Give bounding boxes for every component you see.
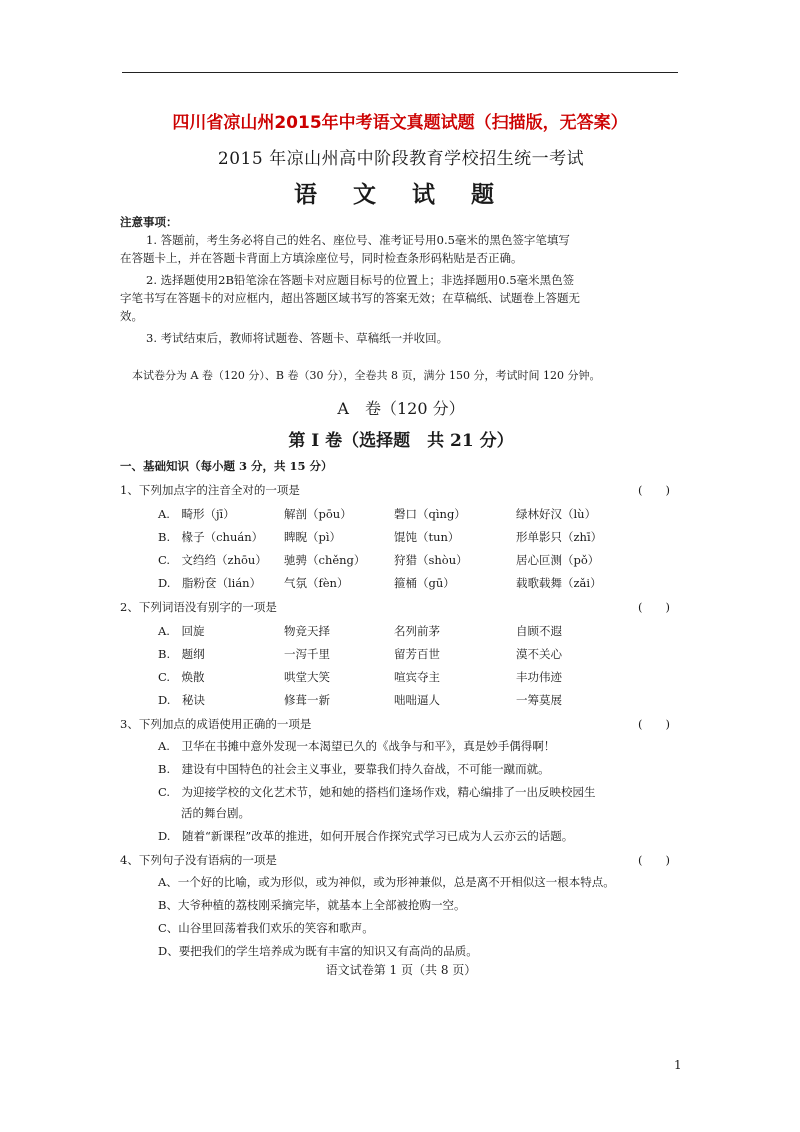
q1-option-b-3: 馄饨（tun） (394, 530, 460, 544)
q3-option-d: D. 随着“新课程”改革的推进，如何开展合作探究式学习已成为人云亦云的话题。 (158, 829, 574, 843)
q2-option-c-3: 喧宾夺主 (394, 670, 440, 684)
q1-option-b-4: 形单影只（zhī） (516, 530, 603, 544)
q2-option-a-1: A. 回旋 (158, 624, 205, 638)
exam-summary: 本试卷分为 A 卷（120 分）、B 卷（30 分），全卷共 8 页，满分 150 分，考试时间 120 分钟。 (132, 369, 601, 382)
question-1-stem: 1、下列加点字的注音全对的一项是 (120, 483, 300, 497)
q1-option-a-1: A. 畸形（jī） (158, 507, 235, 521)
q1-option-c-2: 驰骋（chěng） (284, 553, 366, 567)
answer-paren-1: ( ) (638, 483, 670, 497)
q2-option-b-2: 一泻千里 (284, 647, 330, 661)
scanned-exam-page (118, 142, 684, 982)
q1-option-b-1: B. 椽子（chuán） (158, 530, 264, 544)
q4-option-b: B、大爷种植的荔枝刚采摘完毕，就基本上全部被抢购一空。 (158, 898, 466, 912)
q2-option-a-4: 自顾不遐 (516, 624, 562, 638)
q1-option-c-4: 居心叵测（pǒ） (516, 553, 600, 567)
q4-option-a: A、一个好的比喻，或为形似，或为神似，或为形神兼似，总是离不开相似这一根本特点。 (158, 875, 615, 889)
notice-line: 字笔书写在答题卡的对应框内，超出答题区域书写的答案无效；在草稿纸、试题卷上答题无 (120, 291, 580, 305)
q1-option-c-3: 狩猎（shòu） (394, 553, 468, 567)
q1-option-c-1: C. 文绉绉（zhōu） (158, 553, 267, 567)
q3-option-b: B. 建设有中国特色的社会主义事业，要靠我们持久奋战，不可能一蹴而就。 (158, 762, 550, 776)
answer-paren-2: ( ) (638, 600, 670, 614)
question-3-stem: 3、下列加点的成语使用正确的一项是 (120, 717, 312, 731)
section-a-heading: A 卷（120 分） (337, 399, 465, 418)
q4-option-d: D、要把我们的学生培养成为既有丰富的知识又有高尚的品质。 (158, 944, 478, 958)
exam-title: 2015 年凉山州高中阶段教育学校招生统一考试 (217, 149, 585, 169)
notice-heading: 注意事项： (120, 215, 178, 229)
q1-option-b-2: 睥睨（pì） (284, 530, 342, 544)
notice-line: 2. 选择题使用2B铅笔涂在答题卡对应题目标号的位置上；非选择题用0.5毫米黑色签 (146, 273, 575, 287)
question-2-stem: 2、下列词语没有别字的一项是 (120, 600, 277, 614)
q1-option-d-2: 气氛（fèn） (284, 576, 349, 590)
top-rule (122, 72, 678, 73)
q3-option-c: C. 为迎接学校的文化艺术节，她和她的搭档们逢场作戏，精心编排了一出反映校园生 (158, 785, 596, 799)
q1-option-a-2: 解剖（pōu） (284, 507, 352, 521)
q2-option-c-2: 哄堂大笑 (284, 670, 330, 684)
answer-paren-3: ( ) (638, 717, 670, 731)
q2-option-a-2: 物竞天择 (284, 624, 330, 638)
page-footer: 语文试卷第 1 页（共 8 页） (325, 963, 477, 977)
q3-option-c-cont: 活的舞台剧。 (158, 806, 250, 820)
q2-option-d-4: 一筹莫展 (516, 693, 562, 707)
q2-option-b-1: B. 题纲 (158, 647, 205, 661)
answer-paren-4: ( ) (638, 853, 670, 867)
q2-option-d-3: 咄咄逼人 (394, 693, 440, 707)
q2-option-c-1: C. 焕散 (158, 670, 205, 684)
q2-option-b-3: 留芳百世 (394, 647, 440, 661)
document-title: 四川省凉山州2015年中考语文真题试题（扫描版，无答案） (172, 113, 628, 133)
question-4-stem: 4、下列句子没有语病的一项是 (120, 853, 277, 867)
q1-option-a-3: 磬口（qìng） (394, 507, 466, 521)
q1-option-d-3: 箍桶（gū） (394, 576, 455, 590)
page-number: 1 (674, 1058, 682, 1072)
q1-option-d-4: 载歌载舞（zǎi） (516, 576, 602, 590)
q2-option-d-1: D. 秘诀 (158, 693, 205, 707)
basic-knowledge-heading: 一、基础知识（每小题 3 分，共 15 分） (120, 459, 333, 473)
q4-option-c: C、山谷里回荡着我们欢乐的笑容和歌声。 (158, 921, 374, 935)
q2-option-a-3: 名列前茅 (394, 624, 440, 638)
q2-option-c-4: 丰功伟迹 (516, 670, 562, 684)
notice-line: 1. 答题前，考生务必将自己的姓名、座位号、准考证号用0.5毫米的黑色签字笔填写 (146, 233, 570, 247)
notice-line: 在答题卡上，并在答题卡背面上方填涂座位号，同时检查条形码粘贴是否正确。 (120, 251, 523, 265)
q1-option-d-1: D. 脂粉奁（lián） (158, 576, 262, 590)
q3-option-a: A. 卫华在书摊中意外发现一本渴望已久的《战争与和平》，真是妙手偶得啊！ (158, 739, 556, 753)
subject-title: 语 文 试 题 (293, 181, 509, 208)
q1-option-a-4: 绿林好汉（lù） (516, 507, 597, 521)
notice-line: 3. 考试结束后，教师将试题卷、答题卡、草稿纸一并收回。 (146, 331, 449, 345)
part-one-heading: 第 I 卷（选择题 共 21 分） (288, 431, 514, 451)
q2-option-d-2: 修葺一新 (284, 693, 330, 707)
notice-line: 效。 (120, 309, 143, 323)
q2-option-b-4: 漠不关心 (516, 647, 562, 661)
